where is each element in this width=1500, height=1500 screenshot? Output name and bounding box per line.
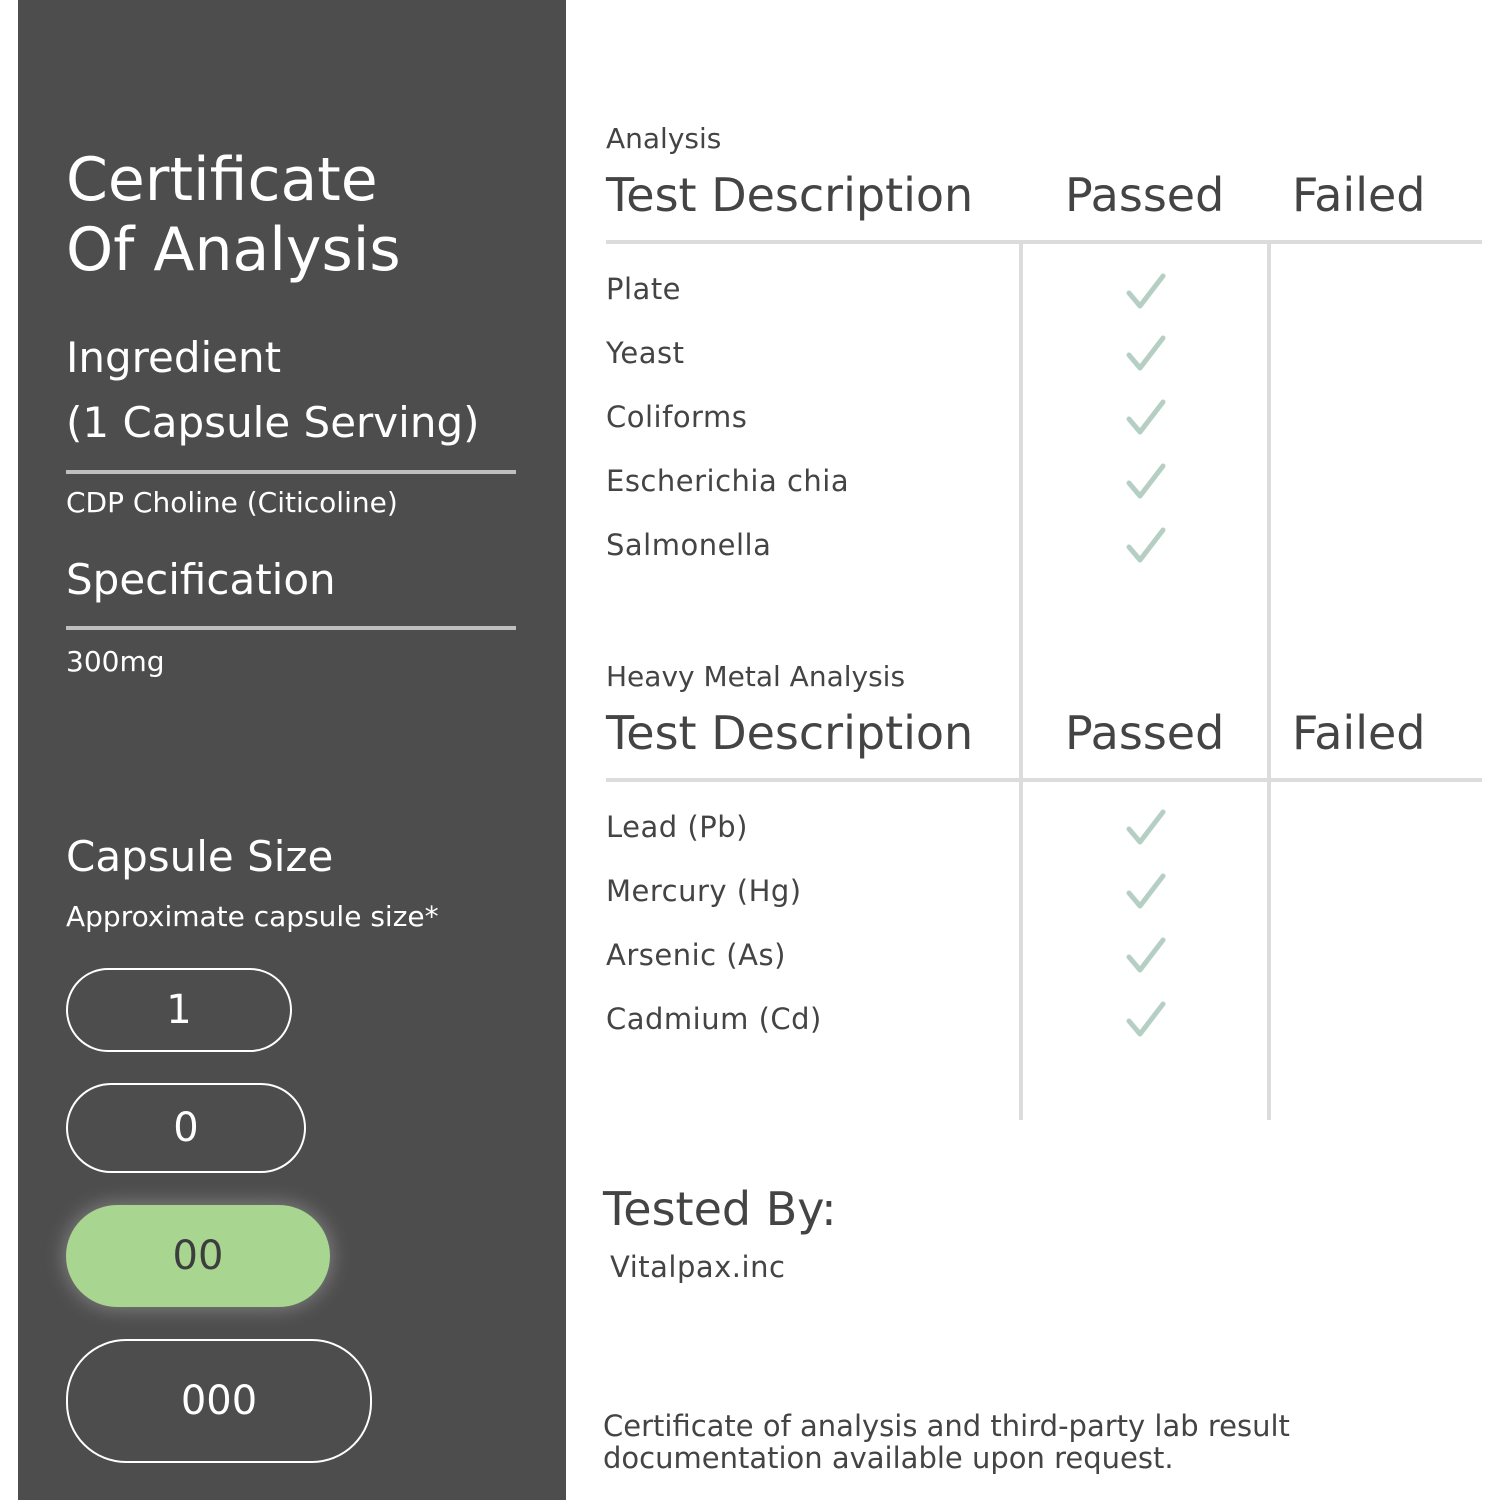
checkmark-icon (1126, 526, 1166, 566)
checkmark-icon (1126, 936, 1166, 976)
capsule-size-note: Approximate capsule size* (66, 900, 439, 933)
column-divider (1019, 242, 1023, 640)
checkmark-icon (1126, 462, 1166, 502)
analysis-row-label: Escherichia chia (606, 464, 850, 498)
specification-heading: Specification (66, 555, 336, 604)
analysis-header-rule (606, 240, 1482, 244)
ingredient-heading-line-2: (1 Capsule Serving) (66, 398, 480, 447)
title-line-2: Of Analysis (66, 215, 401, 285)
capsule-size-000: 000 (66, 1339, 372, 1463)
analysis-col-passed: Passed (1065, 168, 1225, 222)
heavy-metal-col-test-description: Test Description (606, 706, 974, 760)
heavy-metal-row-label: Arsenic (As) (606, 938, 786, 972)
title-line-1: Certificate (66, 145, 378, 215)
heavy-metal-row-label: Lead (Pb) (606, 810, 748, 844)
ingredient-divider (66, 470, 516, 474)
ingredient-value: CDP Choline (Citicoline) (66, 486, 398, 519)
analysis-row-label: Salmonella (606, 528, 772, 562)
capsule-size-heading: Capsule Size (66, 832, 334, 881)
left-panel (18, 0, 566, 1500)
capsule-size-00-selected: 00 (66, 1205, 330, 1307)
heavy-metal-header-rule (606, 778, 1482, 782)
checkmark-icon (1126, 334, 1166, 374)
specification-divider (66, 626, 516, 630)
specification-value: 300mg (66, 645, 165, 678)
heavy-metal-row-label: Mercury (Hg) (606, 874, 802, 908)
analysis-row-label: Coliforms (606, 400, 748, 434)
checkmark-icon (1126, 808, 1166, 848)
heavy-metal-col-passed: Passed (1065, 706, 1225, 760)
capsule-size-1: 1 (66, 968, 292, 1052)
footnote: Certificate of analysis and third-party lab result documentation available upon request. (603, 1409, 1290, 1475)
heavy-metal-col-failed: Failed (1292, 706, 1426, 760)
column-divider (1019, 640, 1023, 1120)
tested-by-heading: Tested By: (603, 1182, 837, 1236)
checkmark-icon (1126, 272, 1166, 312)
heavy-metal-section-label: Heavy Metal Analysis (606, 660, 906, 693)
checkmark-icon (1126, 872, 1166, 912)
tested-by-value: Vitalpax.inc (610, 1250, 786, 1284)
analysis-col-failed: Failed (1292, 168, 1426, 222)
analysis-section-label: Analysis (606, 122, 722, 155)
analysis-row-label: Plate (606, 272, 682, 306)
column-divider (1267, 640, 1271, 1120)
ingredient-heading-line-1: Ingredient (66, 333, 282, 382)
analysis-row-label: Yeast (606, 336, 685, 370)
column-divider (1267, 242, 1271, 640)
capsule-size-0: 0 (66, 1083, 306, 1173)
page-title (66, 145, 401, 285)
analysis-col-test-description: Test Description (606, 168, 974, 222)
checkmark-icon (1126, 398, 1166, 438)
heavy-metal-row-label: Cadmium (Cd) (606, 1002, 822, 1036)
checkmark-icon (1126, 1000, 1166, 1040)
